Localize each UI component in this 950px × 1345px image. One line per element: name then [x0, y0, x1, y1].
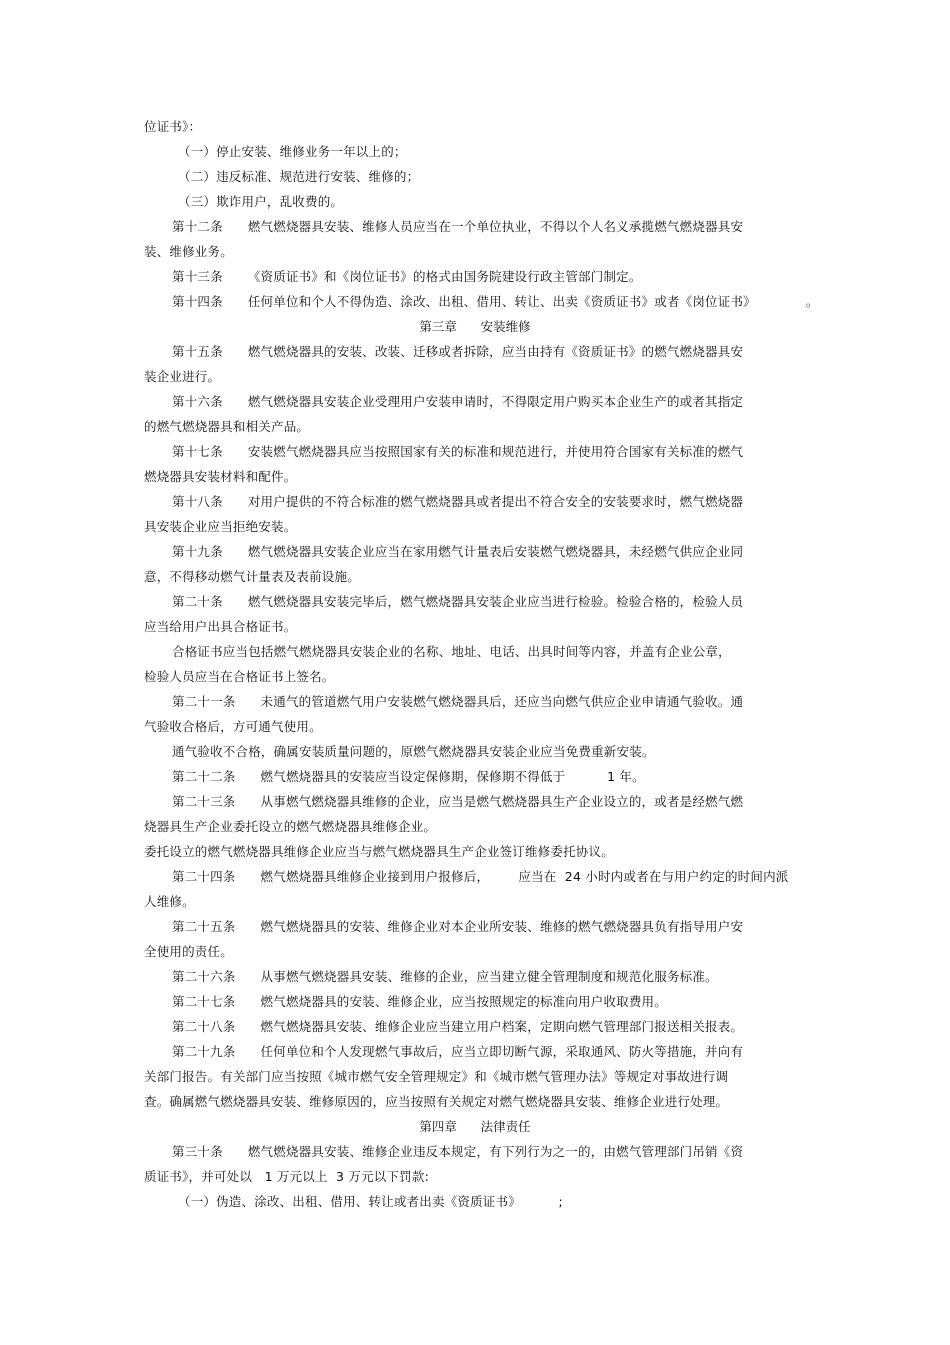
text-line: 燃烧器具安装材料和配件。 [144, 469, 297, 484]
list-item: （一）停止安装、维修业务一年以上的； [178, 144, 407, 159]
article-20: 第二十条 燃气燃烧器具安装完毕后，燃气燃烧器具安装企业应当进行检验。检验合格的，检验人员 [172, 594, 744, 609]
article-21: 第二十一条 未通气的管道燃气用户安装燃气燃烧器具后，还应当向燃气供应企业申请通气验收。通 [172, 694, 744, 709]
text-line: 应当给用户出具合格证书。 [144, 619, 297, 634]
article-14: 第十四条 任何单位和个人不得伪造、涂改、出租、借用、转让、出卖《资质证书》或者《岗位证书》 。 [172, 294, 819, 309]
text-line: 意，不得移动燃气计量表及表前设施。 [144, 569, 360, 584]
text-line: 装、维修业务。 [144, 244, 233, 259]
article-13: 第十三条 《资质证书》和《岗位证书》的格式由国务院建设行政主管部门制定。 [172, 269, 642, 284]
text-line: 质证书》，并可处以 1 万元以上 3 万元以下罚款: [144, 1169, 429, 1184]
list-item: （二）违反标准、规范进行安装、维修的； [178, 169, 420, 184]
text-line: 全使用的责任。 [144, 944, 233, 959]
paragraph: 通气验收不合格，确属安装质量问题的，原燃气燃烧器具安装企业应当免费重新安装。 [172, 744, 655, 759]
article-26: 第二十六条 从事燃气燃烧器具安装、维修的企业，应当建立健全管理制度和规范化服务标准。 [172, 969, 718, 984]
chapter-heading: 第四章 法律责任 [419, 1119, 531, 1134]
article-22: 第二十二条 燃气燃烧器具的安装应当设定保修期，保修期不得低于 1 年。 [172, 769, 645, 784]
article-24: 第二十四条 燃气燃烧器具维修企业接到用户报修后， 应当在 24 小时内或者在与用户约定的时间内派 [172, 869, 789, 884]
text-line: 具安装企业应当拒绝安装。 [144, 519, 297, 534]
text-line: 查。确属燃气燃烧器具安装、维修原因的，应当按照有关规定对燃气燃烧器具安装、维修企业进行处理。 [144, 1094, 729, 1109]
text-line: 关部门报告。有关部门应当按照《城市燃气安全管理规定》和《城市燃气管理办法》等规定对事故进行调 [144, 1069, 729, 1084]
article-29: 第二十九条 任何单位和个人发现燃气事故后，应当立即切断气源，采取通风、防火等措施，并向有 [172, 1044, 744, 1059]
text-line: 人维修。 [144, 894, 195, 909]
article-15: 第十五条 燃气燃烧器具的安装、改装、迁移或者拆除，应当由持有《资质证书》的燃气燃烧器具安 [172, 344, 744, 359]
article-17: 第十七条 安装燃气燃烧器具应当按照国家有关的标准和规范进行，并使用符合国家有关标准的燃气 [172, 444, 744, 459]
list-item: （一）伪造、涂改、出租、借用、转让或者出卖《资质证书》 ; [178, 1194, 563, 1209]
paragraph: 委托设立的燃气燃烧器具维修企业应当与燃气燃烧器具生产企业签订维修委托协议。 [144, 844, 614, 859]
article-25: 第二十五条 燃气燃烧器具的安装、维修企业对本企业所安装、维修的燃气燃烧器具负有指导用户安 [172, 919, 744, 934]
text-line: 气验收合格后，方可通气使用。 [144, 719, 322, 734]
article-16: 第十六条 燃气燃烧器具安装企业受理用户安装申请时，不得限定用户购买本企业生产的或者其指定 [172, 394, 744, 409]
article-27: 第二十七条 燃气燃烧器具的安装、维修企业，应当按照规定的标准向用户收取费用。 [172, 994, 667, 1009]
article-18: 第十八条 对用户提供的不符合标准的燃气燃烧器具或者提出不符合安全的安装要求时，燃气燃烧器 [172, 494, 744, 509]
text-line: 装企业进行。 [144, 369, 221, 384]
article-28: 第二十八条 燃气燃烧器具安装、维修企业应当建立用户档案，定期向燃气管理部门报送相关报表。 [172, 1019, 744, 1034]
article-19: 第十九条 燃气燃烧器具安装企业应当在家用燃气计量表后安装燃气燃烧器具，未经燃气供应企业同 [172, 544, 744, 559]
chapter-heading: 第三章 安装维修 [419, 319, 531, 334]
article-12: 第十二条 燃气燃烧器具安装、维修人员应当在一个单位执业，不得以个人名义承揽燃气燃烧器具安 [172, 219, 744, 234]
article-30: 第三十条 燃气燃烧器具安装、维修企业违反本规定，有下列行为之一的，由燃气管理部门吊销《资 [172, 1144, 744, 1159]
list-item: （三）欺诈用户，乱收费的。 [178, 194, 344, 209]
paragraph: 合格证书应当包括燃气燃烧器具安装企业的名称、地址、电话、出具时间等内容，并盖有企业公章， [172, 644, 731, 659]
text-line: 的燃气燃烧器具和相关产品。 [144, 419, 310, 434]
text-line: 检验人员应当在合格证书上签名。 [144, 669, 335, 684]
text-line: 烧器具生产企业委托设立的燃气燃烧器具维修企业。 [144, 819, 437, 834]
text-line: 位证书》： [144, 119, 202, 134]
article-23: 第二十三条 从事燃气燃烧器具维修的企业，应当是燃气燃烧器具生产企业设立的，或者是经燃气燃 [172, 794, 744, 809]
